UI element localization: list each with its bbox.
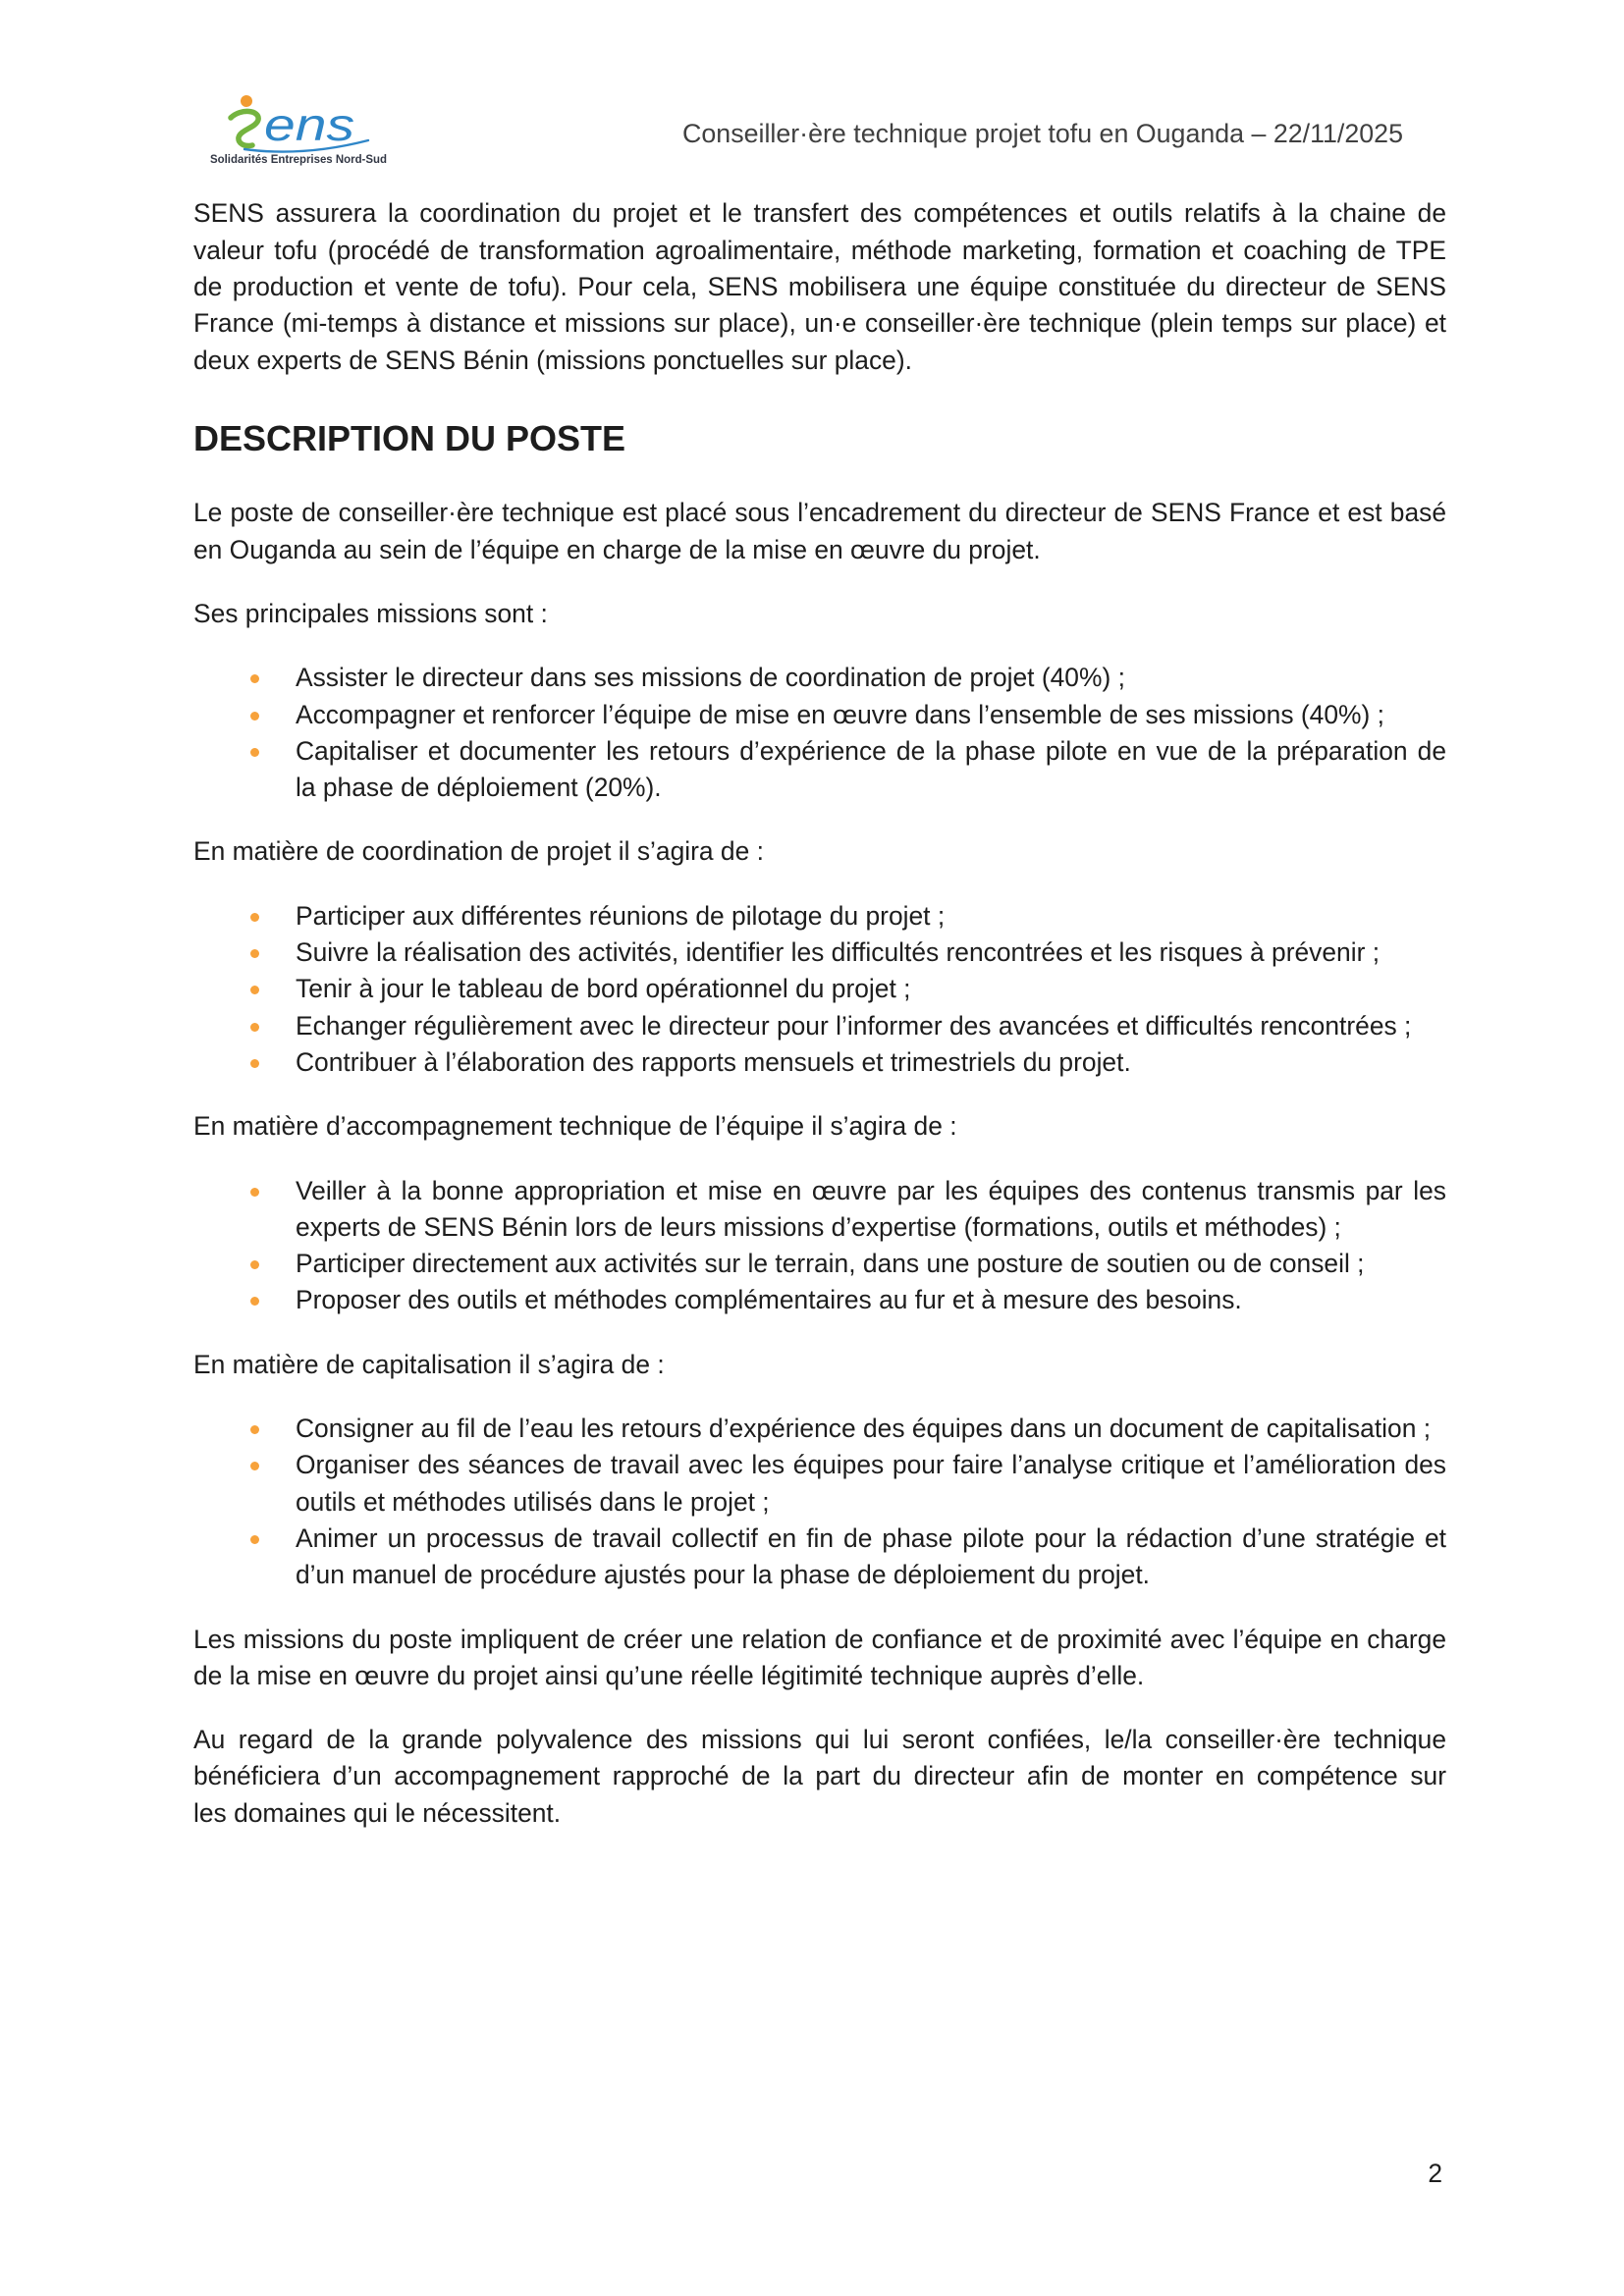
support-intro	[193, 1108, 1446, 1145]
coordination-tasks-list	[193, 898, 1446, 1081]
text-line: deux experts de SENS Bénin (missions ponctuelles sur place).	[193, 345, 912, 375]
page-number: 2	[1428, 2159, 1442, 2188]
logo-head-dot	[241, 95, 252, 107]
text-line: Animer un processus de travail collectif en fin de phase pilote pour la rédaction d’une stratégie et	[296, 1522, 1446, 1553]
text-line: Au regard de la grande polyvalence des missions qui lui seront confiées, le/la conseiller·ère technique	[193, 1725, 1446, 1755]
text-line: Consigner au fil de l’eau les retours d’expérience des équipes dans un document de capitalisation ;	[296, 1414, 1432, 1444]
support-tasks-list	[193, 1173, 1446, 1319]
text-line: les domaines qui le nécessitent.	[193, 1797, 562, 1828]
logo-tagline: Solidarités Entreprises Nord-Sud	[210, 152, 387, 166]
text-line: bénéficiera d’un accompagnement rapproché de la part du directeur afin de monter en compétence sur	[193, 1761, 1446, 1791]
document-title: Conseiller·ère technique projet tofu en Ouganda – 22/11/2025	[682, 119, 1403, 148]
text-line: de production et vente de tofu). Pour cela, SENS mobilisera une équipe constituée du directeur de SENS	[193, 271, 1446, 301]
text-line: Participer aux différentes réunions de pilotage du projet ;	[296, 900, 946, 931]
list-item	[296, 1044, 1446, 1081]
capitalisation-tasks-list	[193, 1411, 1446, 1593]
text-line: Ses principales missions sont :	[193, 598, 548, 628]
list-item	[296, 1447, 1446, 1521]
text-line: Le poste de conseiller·ère technique est placé sous l’encadrement du directeur de SENS France et est basé	[193, 498, 1446, 528]
text-line: experts de SENS Bénin lors de leurs missions d’expertise (formations, outils et méthodes) ;	[296, 1211, 1341, 1242]
bullet-dot-icon	[250, 674, 259, 683]
list-item	[296, 1411, 1446, 1447]
list-item	[296, 1521, 1446, 1594]
bullet-dot-icon	[250, 712, 259, 721]
bullet-dot-icon	[250, 986, 259, 994]
text-line: Echanger régulièrement avec le directeur pour l’informer des avancées et difficultés rencontrées ;	[296, 1010, 1412, 1041]
text-line: en Ouganda au sein de l’équipe en charge de la mise en œuvre du projet.	[193, 534, 1041, 564]
page-content	[193, 195, 1446, 1859]
logo-figure-swoosh	[231, 111, 258, 145]
list-item	[296, 660, 1446, 696]
text-line: outils et méthodes utilisés dans le projet ;	[296, 1486, 770, 1517]
text-line: Participer directement aux activités sur le terrain, dans une posture de soutien ou de conseil ;	[296, 1249, 1365, 1279]
text-line: Tenir à jour le tableau de bord opérationnel du projet ;	[296, 974, 911, 1004]
capitalisation-intro	[193, 1347, 1446, 1383]
list-item	[296, 898, 1446, 934]
text-line: valeur tofu (procédé de transformation agroalimentaire, méthode marketing, formation et coaching de TPE	[193, 235, 1446, 265]
section-heading: DESCRIPTION DU POSTE	[193, 418, 626, 459]
bullet-dot-icon	[250, 1535, 259, 1544]
missions-list	[193, 660, 1446, 806]
bullet-dot-icon	[250, 1059, 259, 1068]
list-item	[296, 697, 1446, 733]
list-item	[296, 934, 1446, 971]
bullet-dot-icon	[250, 1260, 259, 1269]
list-item	[296, 971, 1446, 1007]
text-line: Les missions du poste impliquent de créer une relation de confiance et de proximité avec l’équipe en charge	[193, 1624, 1446, 1654]
development-paragraph	[193, 1722, 1446, 1832]
text-line: de la mise en œuvre du projet ainsi qu’une réelle légitimité technique auprès d’elle.	[193, 1660, 1145, 1690]
text-line: En matière d’accompagnement technique de l’équipe il s’agira de :	[193, 1111, 957, 1142]
list-item	[296, 1282, 1446, 1318]
sens-logo	[201, 90, 398, 171]
text-line: la phase de déploiement (20%).	[296, 773, 662, 803]
text-line: Suivre la réalisation des activités, identifier les difficultés rencontrées et les risques à prévenir ;	[296, 937, 1380, 968]
logo-wordmark: ens	[264, 99, 354, 150]
intro-paragraph	[193, 195, 1446, 378]
bullet-dot-icon	[250, 1297, 259, 1306]
bullet-dot-icon	[250, 913, 259, 922]
bullet-dot-icon	[250, 748, 259, 757]
text-line: En matière de coordination de projet il s’agira de :	[193, 836, 764, 867]
text-line: En matière de capitalisation il s’agira de :	[193, 1349, 665, 1379]
list-item	[296, 733, 1446, 807]
text-line: d’un manuel de procédure ajustés pour la phase de déploiement du projet.	[296, 1560, 1151, 1590]
list-item	[296, 1008, 1446, 1044]
bullet-dot-icon	[250, 1023, 259, 1032]
text-line: Assister le directeur dans ses missions de coordination de projet (40%) ;	[296, 663, 1125, 693]
bullet-dot-icon	[250, 1462, 259, 1470]
text-line: Accompagner et renforcer l’équipe de mise en œuvre dans l’ensemble de ses missions (40%) ;	[296, 699, 1384, 729]
text-line: Capitaliser et documenter les retours d’expérience de la phase pilote en vue de la préparation de	[296, 735, 1446, 766]
text-line: Contribuer à l’élaboration des rapports mensuels et trimestriels du projet.	[296, 1046, 1131, 1077]
list-item	[296, 1173, 1446, 1247]
missions-intro	[193, 596, 1446, 632]
coordination-intro	[193, 833, 1446, 870]
text-line: Organiser des séances de travail avec les équipes pour faire l’analyse critique et l’amélioration des	[296, 1450, 1446, 1480]
bullet-dot-icon	[250, 1425, 259, 1434]
list-item	[296, 1246, 1446, 1282]
role-summary-paragraph	[193, 495, 1446, 568]
text-line: SENS assurera la coordination du projet et le transfert des compétences et outils relatifs à la chaine de	[193, 198, 1446, 229]
text-line: Veiller à la bonne appropriation et mise en œuvre par les équipes des contenus transmis par les	[296, 1175, 1446, 1205]
bullet-dot-icon	[250, 949, 259, 958]
relationship-paragraph	[193, 1622, 1446, 1695]
text-line: Proposer des outils et méthodes complémentaires au fur et à mesure des besoins.	[296, 1285, 1242, 1315]
text-line: France (mi-temps à distance et missions sur place), un·e conseiller·ère technique (plein temps sur place) et	[193, 308, 1446, 339]
bullet-dot-icon	[250, 1188, 259, 1197]
